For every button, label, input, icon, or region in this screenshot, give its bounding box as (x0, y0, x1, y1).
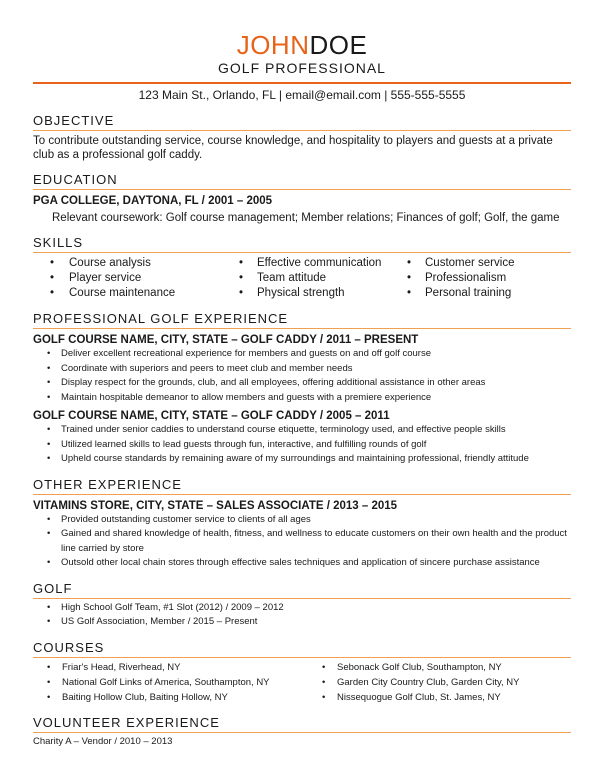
contact-info: 123 Main St., Orlando, FL | email@email.com | 555-555-5555 (138, 88, 466, 102)
job-bullet: • Provided outstanding customer service to clients of all ages (33, 513, 571, 528)
section-heading-skills: SKILLS (33, 235, 571, 253)
skills-list (33, 256, 571, 301)
job-bullet: • Coordinate with superiors and peers to meet club and member needs (33, 362, 571, 377)
job-bullets (33, 347, 571, 405)
job-bullets (33, 513, 571, 571)
section-heading-other-experience: OTHER EXPERIENCE (33, 477, 571, 495)
header-divider (33, 82, 571, 84)
skills-column (417, 256, 571, 301)
resume-page (33, 0, 571, 749)
job-bullet: • Outsold other local chain stores through effective sales techniques and application of sincere purchase assistance (33, 556, 571, 571)
skill-item: • Player service (33, 271, 230, 286)
section-heading-golf: GOLF (33, 581, 571, 599)
job-bullets (33, 423, 571, 467)
job-bullet: • Trained under senior caddies to understand course etiquette, terminology used, and effective people skills (33, 423, 571, 438)
volunteer-text: Charity A – Vendor / 2010 – 2013 (33, 735, 173, 747)
job-bullet: • Upheld course standards by remaining aware of my surroundings and maintaining professional, friendly attitude (33, 452, 571, 467)
course-item: • Sebonack Golf Club, Southampton, NY (315, 660, 571, 675)
course-item: • Friar's Head, Riverhead, NY (33, 660, 315, 675)
job-bullet: • Display respect for the grounds, club, and all employees, offering additional assistance in other areas (33, 376, 571, 391)
skill-item: • Course maintenance (33, 286, 230, 301)
golf-item: • High School Golf Team, #1 Slot (2012) / 2009 – 2012 (33, 601, 571, 616)
golf-list (33, 601, 571, 630)
skill-item: • Effective communication (230, 256, 417, 271)
job-title-heading: GOLF COURSE NAME, CITY, STATE – GOLF CADDY / 2005 – 2011 (33, 410, 390, 422)
job-title-heading: VITAMINS STORE, CITY, STATE – SALES ASSOCIATE / 2013 – 2015 (33, 499, 398, 512)
section-heading-volunteer: VOLUNTEER EXPERIENCE (33, 715, 571, 733)
job-bullet: • Utilized learned skills to lead guests through fun, interactive, and fulfilling rounds of golf (33, 438, 571, 453)
golf-item: • US Golf Association, Member / 2015 – Present (33, 615, 571, 630)
course-item: • Garden City Country Club, Garden City, NY (315, 675, 571, 690)
skills-column (230, 256, 417, 301)
skill-item: • Team attitude (230, 271, 417, 286)
courses-column (33, 660, 315, 705)
courses-column (315, 660, 571, 705)
candidate-name (33, 30, 571, 60)
skill-item: • Customer service (417, 256, 571, 271)
job-bullet: • Deliver excellent recreational experience for members and guests on and off golf course (33, 347, 571, 362)
course-item: • National Golf Links of America, Southampton, NY (33, 675, 315, 690)
section-heading-golf-experience: PROFESSIONAL GOLF EXPERIENCE (33, 311, 571, 329)
job-bullet: • Gained and shared knowledge of health, fitness, and wellness to educate customers on their own health and the product line carried by store (33, 527, 571, 556)
skill-item: • Professionalism (417, 271, 571, 286)
skills-column (33, 256, 230, 301)
education-detail: Relevant coursework: Golf course management; Member relations; Finances of golf; Golf, the game (52, 212, 560, 224)
section-heading-courses: COURSES (33, 640, 571, 658)
course-item: • Nissequogue Golf Club, St. James, NY (315, 690, 571, 705)
courses-list (33, 660, 571, 705)
last-name: DOE (309, 30, 368, 60)
job-title-heading: GOLF COURSE NAME, CITY, STATE – GOLF CADDY / 2011 – PRESENT (33, 334, 419, 346)
objective-text: To contribute outstanding service, course knowledge, and hospitality to players and guests at a private club as a professional golf caddy. (33, 135, 553, 161)
section-heading-education: EDUCATION (33, 172, 571, 190)
skill-item: • Physical strength (230, 286, 417, 301)
first-name: JOHN (236, 30, 310, 60)
education-school: PGA COLLEGE, DAYTONA, FL / 2001 – 2005 (33, 195, 273, 207)
section-heading-objective: OBJECTIVE (33, 113, 571, 131)
job-title: GOLF PROFESSIONAL (218, 60, 386, 76)
skill-item: • Personal training (417, 286, 571, 301)
job-bullet: • Maintain hospitable demeanor to allow members and guests with a premiere experience (33, 391, 571, 406)
skill-item: • Course analysis (33, 256, 230, 271)
course-item: • Baiting Hollow Club, Baiting Hollow, NY (33, 690, 315, 705)
